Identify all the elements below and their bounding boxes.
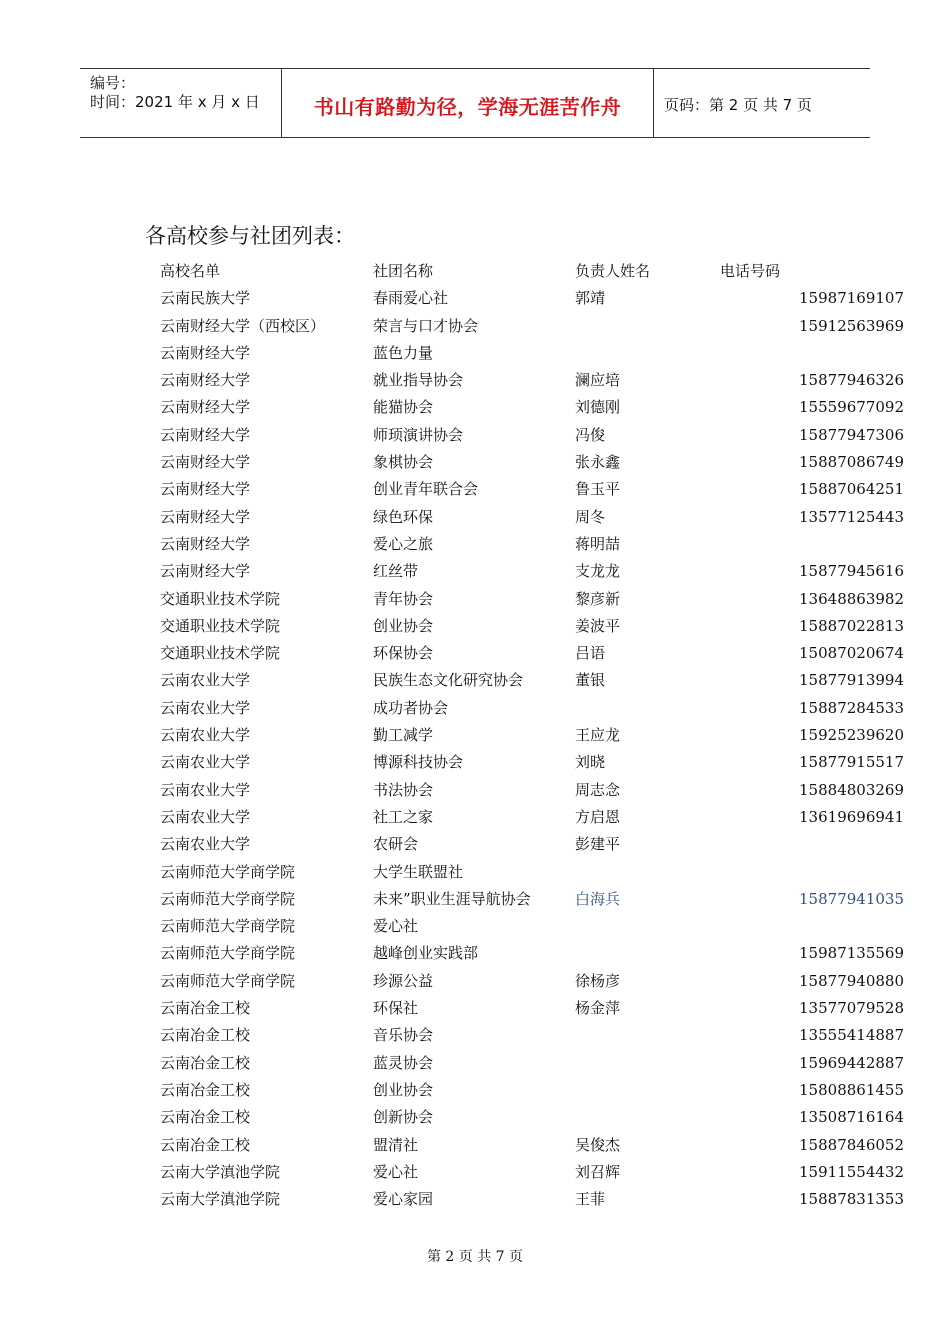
cell-club: 蓝灵协会 xyxy=(373,1053,434,1072)
cell-school: 云南冶金工校 xyxy=(160,1135,251,1154)
cell-phone: 15887284533 xyxy=(799,698,904,717)
table-row xyxy=(160,1159,906,1186)
table-row xyxy=(160,940,906,967)
cell-school: 云南农业大学 xyxy=(160,807,251,826)
cell-person: 支龙龙 xyxy=(575,562,621,581)
cell-phone: 15877947306 xyxy=(799,425,904,444)
cell-club: 民族生态文化研究协会 xyxy=(373,671,524,690)
header-motto-cell xyxy=(282,69,654,137)
cell-club: 环保社 xyxy=(373,999,419,1018)
cell-school: 云南师范大学商学院 xyxy=(160,862,296,881)
cell-person: 鲁玉平 xyxy=(575,480,621,499)
cell-club: 博源科技协会 xyxy=(373,753,464,772)
cell-phone: 13555414887 xyxy=(799,1026,904,1045)
table-row xyxy=(160,886,906,913)
cell-school: 云南财经大学（西校区） xyxy=(160,316,326,335)
cell-club: 珍源公益 xyxy=(373,971,434,990)
cell-phone: 15987135569 xyxy=(799,944,904,963)
table-row xyxy=(160,667,906,694)
cell-school: 云南冶金工校 xyxy=(160,1026,251,1045)
column-header-phone: 电话号码 xyxy=(720,262,781,280)
cell-school: 云南农业大学 xyxy=(160,726,251,745)
cell-phone: 15887846052 xyxy=(799,1135,904,1154)
club-table xyxy=(160,258,906,1213)
cell-school: 云南农业大学 xyxy=(160,698,251,717)
cell-club: 荣言与口才协会 xyxy=(373,316,479,335)
column-header-school: 高校名单 xyxy=(160,262,221,280)
table-row xyxy=(160,913,906,940)
cell-phone: 15559677092 xyxy=(799,398,904,417)
cell-club: 创业青年联合会 xyxy=(373,480,479,499)
cell-person[interactable]: 白海兵 xyxy=(575,889,621,908)
cell-school: 云南大学滇池学院 xyxy=(160,1162,281,1181)
cell-school: 云南冶金工校 xyxy=(160,1053,251,1072)
table-row xyxy=(160,1104,906,1131)
cell-school: 云南财经大学 xyxy=(160,562,251,581)
cell-person: 吴俊杰 xyxy=(575,1135,621,1154)
cell-club: 勤工减学 xyxy=(373,726,434,745)
header-meta-cell xyxy=(80,69,282,137)
cell-school: 云南师范大学商学院 xyxy=(160,944,296,963)
cell-club: 蓝色力量 xyxy=(373,343,434,362)
cell-school: 云南财经大学 xyxy=(160,343,251,362)
cell-phone: 15969442887 xyxy=(799,1053,904,1072)
cell-school: 交通职业技术学院 xyxy=(160,616,281,635)
cell-phone: 15887831353 xyxy=(799,1190,904,1209)
cell-person: 周冬 xyxy=(575,507,606,526)
number-label: 编号： xyxy=(90,74,136,92)
table-row xyxy=(160,749,906,776)
table-row xyxy=(160,995,906,1022)
cell-phone: 13619696941 xyxy=(799,807,904,826)
cell-club: 社工之家 xyxy=(373,807,434,826)
cell-school: 云南财经大学 xyxy=(160,425,251,444)
cell-phone: 15087020674 xyxy=(799,644,904,663)
cell-person: 郭靖 xyxy=(575,289,606,308)
cell-club: 成功者协会 xyxy=(373,698,449,717)
table-row xyxy=(160,1050,906,1077)
cell-person: 吕语 xyxy=(575,644,606,663)
cell-phone[interactable]: 15877941035 xyxy=(799,889,904,908)
cell-phone: 15877940880 xyxy=(799,971,904,990)
table-row xyxy=(160,422,906,449)
cell-phone: 13577125443 xyxy=(799,507,904,526)
cell-club: 书法协会 xyxy=(373,780,434,799)
table-row xyxy=(160,695,906,722)
cell-school: 云南财经大学 xyxy=(160,480,251,499)
cell-school: 云南师范大学商学院 xyxy=(160,971,296,990)
cell-club: 创业协会 xyxy=(373,1080,434,1099)
cell-club: 就业指导协会 xyxy=(373,371,464,390)
table-row xyxy=(160,394,906,421)
table-row xyxy=(160,777,906,804)
motto: 书山有路勤为径，学海无涯苦作舟 xyxy=(313,95,622,119)
table-row xyxy=(160,449,906,476)
table-row xyxy=(160,722,906,749)
table-row xyxy=(160,313,906,340)
cell-club: 绿色环保 xyxy=(373,507,434,526)
cell-school: 云南财经大学 xyxy=(160,453,251,472)
cell-school: 云南财经大学 xyxy=(160,534,251,553)
cell-school: 云南财经大学 xyxy=(160,507,251,526)
table-row xyxy=(160,1022,906,1049)
cell-phone: 15912563969 xyxy=(799,316,904,335)
cell-person: 姜波平 xyxy=(575,616,621,635)
cell-club: 农研会 xyxy=(373,835,419,854)
cell-school: 云南冶金工校 xyxy=(160,999,251,1018)
cell-person: 黎彦新 xyxy=(575,589,621,608)
cell-club: 环保协会 xyxy=(373,644,434,663)
cell-club: 象棋协会 xyxy=(373,453,434,472)
header-page-cell xyxy=(654,69,870,137)
cell-club: 创业协会 xyxy=(373,616,434,635)
cell-club: 越峰创业实践部 xyxy=(373,944,479,963)
cell-phone: 15877946326 xyxy=(799,371,904,390)
cell-phone: 15877915517 xyxy=(799,753,904,772)
table-row xyxy=(160,476,906,503)
table-row xyxy=(160,859,906,886)
cell-club: 创新协会 xyxy=(373,1108,434,1127)
cell-person: 王菲 xyxy=(575,1190,606,1209)
page-header xyxy=(80,68,870,138)
page-label: 页码：第 2 页 共 7 页 xyxy=(664,96,812,114)
cell-person: 澜应培 xyxy=(575,371,621,390)
table-header-row xyxy=(160,258,906,285)
cell-club: 青年协会 xyxy=(373,589,434,608)
cell-club: 能猫协会 xyxy=(373,398,434,417)
cell-person: 刘召辉 xyxy=(575,1162,621,1181)
cell-school: 交通职业技术学院 xyxy=(160,644,281,663)
cell-school: 交通职业技术学院 xyxy=(160,589,281,608)
cell-school: 云南大学滇池学院 xyxy=(160,1190,281,1209)
table-row xyxy=(160,531,906,558)
cell-school: 云南财经大学 xyxy=(160,371,251,390)
cell-club: 大学生联盟社 xyxy=(373,862,464,881)
cell-person: 刘德刚 xyxy=(575,398,621,417)
cell-phone: 15877945616 xyxy=(799,562,904,581)
table-row xyxy=(160,285,906,312)
cell-person: 董银 xyxy=(575,671,606,690)
cell-person: 张永鑫 xyxy=(575,453,621,472)
time-label: 时间：2021 年 x 月 x 日 xyxy=(90,93,260,111)
cell-phone: 15887022813 xyxy=(799,616,904,635)
cell-school: 云南农业大学 xyxy=(160,835,251,854)
cell-school: 云南师范大学商学院 xyxy=(160,889,296,908)
cell-phone: 15808861455 xyxy=(799,1080,904,1099)
cell-club: 师顼演讲协会 xyxy=(373,425,464,444)
cell-school: 云南师范大学商学院 xyxy=(160,917,296,936)
table-row xyxy=(160,804,906,831)
cell-person: 刘晓 xyxy=(575,753,606,772)
cell-club: 爱心家园 xyxy=(373,1190,434,1209)
cell-person: 徐杨彦 xyxy=(575,971,621,990)
cell-phone: 13508716164 xyxy=(799,1108,904,1127)
cell-club: 春雨爱心社 xyxy=(373,289,449,308)
cell-phone: 13648863982 xyxy=(799,589,904,608)
cell-school: 云南农业大学 xyxy=(160,753,251,772)
cell-person: 方启恩 xyxy=(575,807,621,826)
table-row xyxy=(160,1186,906,1213)
table-row xyxy=(160,504,906,531)
cell-club: 盟清社 xyxy=(373,1135,419,1154)
cell-person: 冯俊 xyxy=(575,425,606,444)
table-row xyxy=(160,558,906,585)
cell-phone: 15911554432 xyxy=(799,1162,904,1181)
cell-phone: 15887086749 xyxy=(799,453,904,472)
cell-school: 云南农业大学 xyxy=(160,671,251,690)
table-row xyxy=(160,640,906,667)
column-header-person: 负责人姓名 xyxy=(575,262,651,280)
cell-phone: 15925239620 xyxy=(799,726,904,745)
table-row xyxy=(160,367,906,394)
table-row xyxy=(160,586,906,613)
table-row xyxy=(160,831,906,858)
cell-phone: 15884803269 xyxy=(799,780,904,799)
cell-school: 云南冶金工校 xyxy=(160,1080,251,1099)
cell-person: 王应龙 xyxy=(575,726,621,745)
cell-phone: 15877913994 xyxy=(799,671,904,690)
table-row xyxy=(160,340,906,367)
table-row xyxy=(160,1132,906,1159)
table-row xyxy=(160,968,906,995)
cell-person: 杨金萍 xyxy=(575,999,621,1018)
page-title: 各高校参与社团列表： xyxy=(145,224,355,248)
table-row xyxy=(160,613,906,640)
cell-club: 爱心之旅 xyxy=(373,534,434,553)
cell-phone: 15887064251 xyxy=(799,480,904,499)
column-header-club: 社团名称 xyxy=(373,262,434,280)
cell-school: 云南财经大学 xyxy=(160,398,251,417)
cell-club: 红丝带 xyxy=(373,562,419,581)
cell-club: 爱心社 xyxy=(373,917,419,936)
page-footer: 第 2 页 共 7 页 xyxy=(426,1249,524,1265)
cell-phone: 15987169107 xyxy=(799,289,904,308)
cell-club: 音乐协会 xyxy=(373,1026,434,1045)
cell-club: 未来”职业生涯导航协会 xyxy=(373,889,531,908)
table-row xyxy=(160,1077,906,1104)
cell-school: 云南农业大学 xyxy=(160,780,251,799)
cell-club: 爱心社 xyxy=(373,1162,419,1181)
cell-phone: 13577079528 xyxy=(799,999,904,1018)
cell-person: 周志念 xyxy=(575,780,621,799)
cell-school: 云南民族大学 xyxy=(160,289,251,308)
cell-person: 蒋明喆 xyxy=(575,534,621,553)
cell-person: 彭建平 xyxy=(575,835,621,854)
cell-school: 云南冶金工校 xyxy=(160,1108,251,1127)
